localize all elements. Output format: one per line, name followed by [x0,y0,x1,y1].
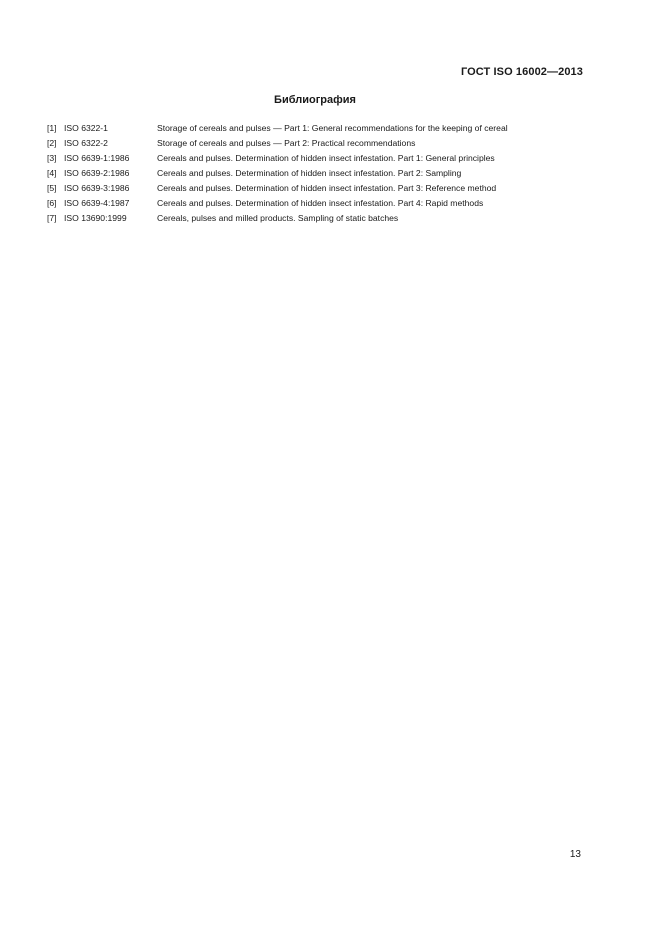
entry-standard-code: ISO 6639-3:1986 [64,183,130,193]
entry-standard-code: ISO 6639-2:1986 [64,168,130,178]
bibliography-entry [47,181,587,196]
bibliography-entry [47,211,587,226]
document-standard-id: ГОСТ ISO 16002—2013 [460,66,583,78]
entry-title: Storage of cereals and pulses — Part 1: General recommendations for the keeping of cereal [157,123,508,133]
entry-number: [7] [47,213,57,223]
page-number: 13 [569,849,581,860]
bibliography-title: Библиография [274,94,356,106]
entry-number: [6] [47,198,57,208]
entry-number: [4] [47,168,57,178]
entry-title: Cereals and pulses. Determination of hidden insect infestation. Part 4: Rapid methods [157,198,484,208]
bibliography-entry [47,151,587,166]
entry-number: [5] [47,183,57,193]
entry-standard-code: ISO 13690:1999 [64,213,127,223]
bibliography-entry [47,166,587,181]
entry-number: [2] [47,138,57,148]
entry-title: Storage of cereals and pulses — Part 2: Practical recommendations [157,138,416,148]
entry-standard-code: ISO 6322-1 [64,123,108,133]
bibliography-entry [47,136,587,151]
entry-number: [3] [47,153,57,163]
entry-number: [1] [47,123,57,133]
entry-title: Cereals and pulses. Determination of hidden insect infestation. Part 1: General principles [157,153,495,163]
bibliography-entry [47,196,587,211]
entry-standard-code: ISO 6639-4:1987 [64,198,130,208]
entry-title: Cereals, pulses and milled products. Sampling of static batches [157,213,399,223]
bibliography-entry [47,121,587,136]
entry-standard-code: ISO 6322-2 [64,138,108,148]
entry-title: Cereals and pulses. Determination of hidden insect infestation. Part 3: Reference method [157,183,497,193]
entry-title: Cereals and pulses. Determination of hidden insect infestation. Part 2: Sampling [157,168,462,178]
entry-standard-code: ISO 6639-1:1986 [64,153,130,163]
bibliography-list [47,121,587,226]
